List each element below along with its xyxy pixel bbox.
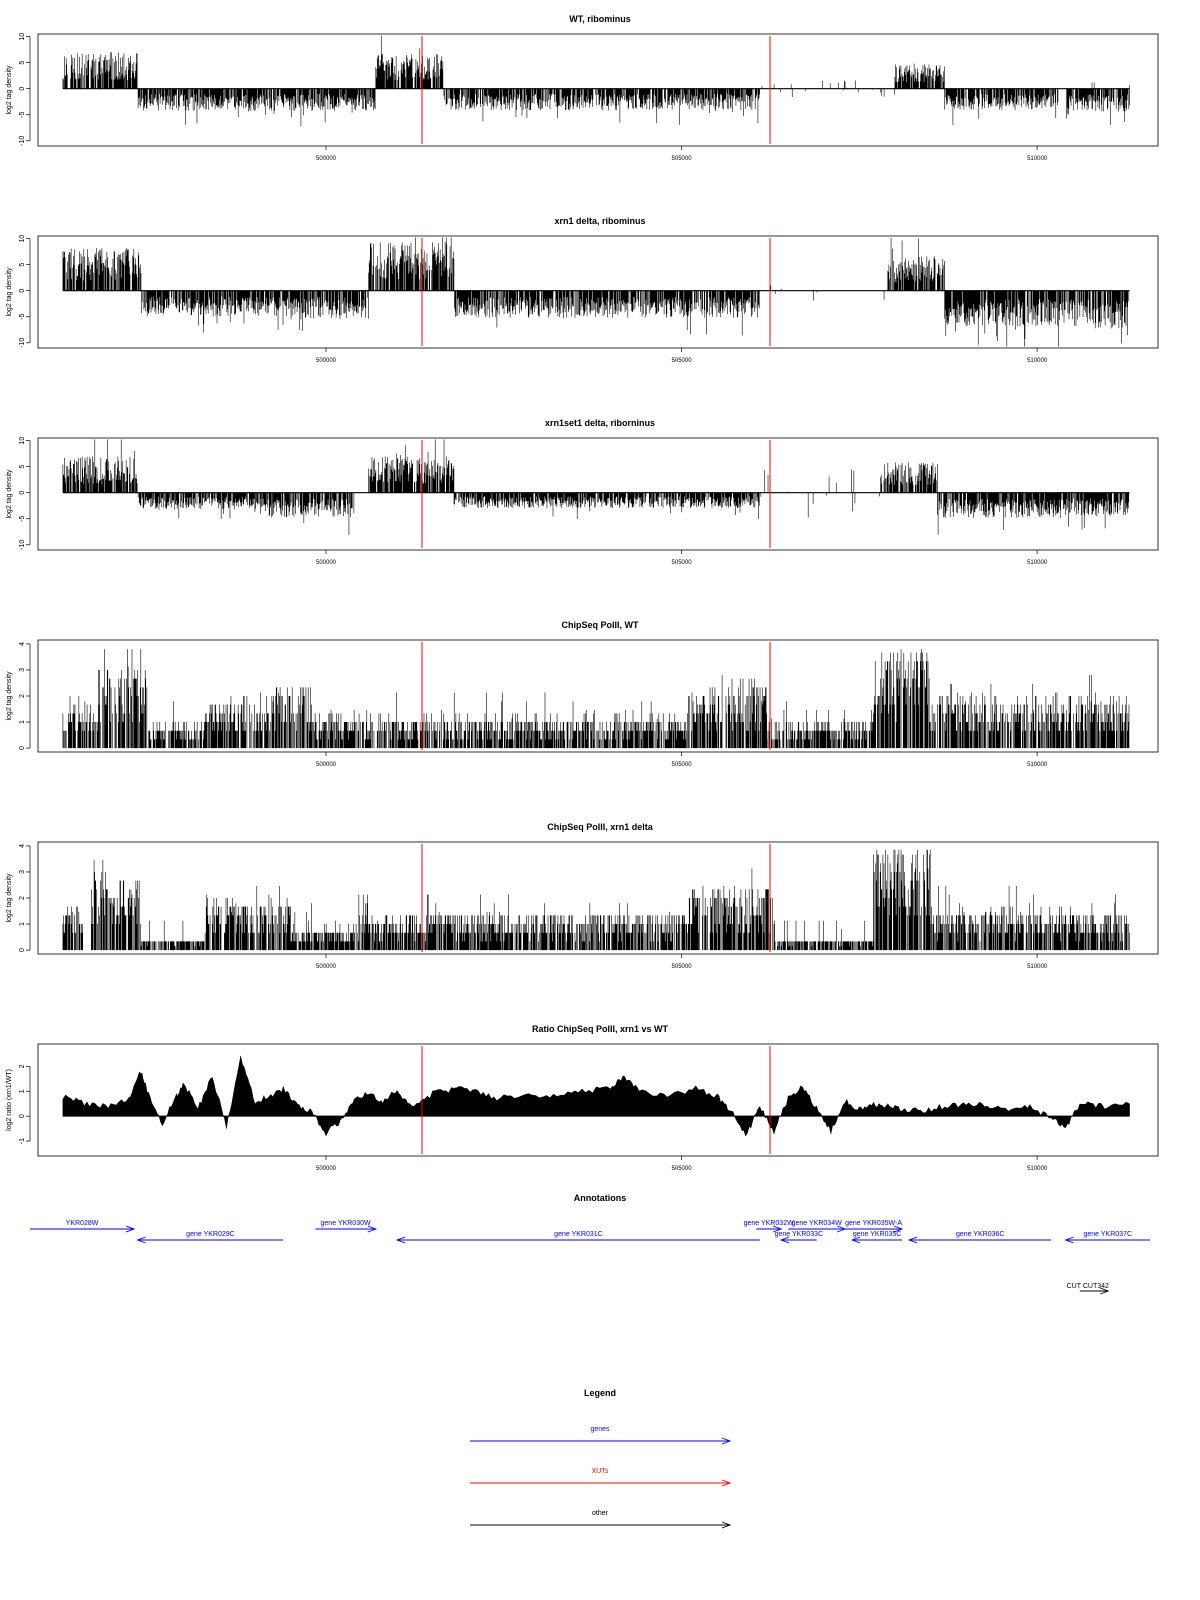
series xyxy=(63,238,1130,347)
series xyxy=(63,850,1129,950)
legend-label: genes xyxy=(590,1426,610,1433)
y-tick-label: 10 xyxy=(18,436,26,445)
legend xyxy=(470,1388,730,1528)
panel-4 xyxy=(6,620,1158,768)
y-axis xyxy=(6,844,30,952)
y-tick-label: -10 xyxy=(18,135,26,146)
x-tick-label: 510000 xyxy=(1027,762,1048,768)
panel-1 xyxy=(6,14,1158,162)
signal-bars xyxy=(63,36,1130,126)
y-axis xyxy=(6,437,30,550)
x-axis xyxy=(316,954,1048,970)
feature-label: gene YKR031C xyxy=(554,1231,603,1238)
ratio-area xyxy=(63,1056,1130,1136)
annotations-panel xyxy=(30,1193,1150,1294)
y-tick-label: 10 xyxy=(18,32,26,41)
signal-bars xyxy=(63,649,1129,748)
y-tick-label: 0 xyxy=(18,490,26,495)
y-tick-label: 3 xyxy=(18,668,26,672)
y-tick-label: -10 xyxy=(18,539,26,550)
y-tick-label: 5 xyxy=(18,60,26,65)
y-axis-label: log2 tag density xyxy=(5,267,13,317)
y-axis-label: log2 tag density xyxy=(5,671,13,721)
signal-bars xyxy=(63,238,1129,347)
y-tick-label: 1 xyxy=(18,922,26,926)
y-tick-label: 3 xyxy=(18,870,26,874)
x-axis xyxy=(316,550,1048,566)
y-tick-label: 5 xyxy=(18,464,26,469)
feature xyxy=(315,1220,375,1232)
x-axis xyxy=(316,1156,1048,1172)
panel-2 xyxy=(6,216,1158,364)
x-tick-label: 500000 xyxy=(315,560,337,566)
y-tick-label: 0 xyxy=(18,86,26,91)
y-axis-label: log2 ratio (xrn1/WT) xyxy=(5,1069,13,1131)
x-tick-label: 510000 xyxy=(1027,1166,1048,1172)
y-axis xyxy=(6,1064,30,1144)
x-tick-label: 510000 xyxy=(1027,156,1048,162)
x-tick-label: 500000 xyxy=(315,1166,337,1172)
feature xyxy=(852,1231,902,1243)
x-axis xyxy=(316,348,1048,364)
y-tick-label: -5 xyxy=(18,515,26,522)
panel-6 xyxy=(6,1024,1158,1172)
y-axis xyxy=(6,235,30,348)
feature-label: gene YKR030W xyxy=(320,1220,371,1227)
panel-title: ChipSeq PolII, WT xyxy=(561,620,639,630)
y-tick-label: 0 xyxy=(18,288,26,293)
y-tick-label: -1 xyxy=(18,1137,26,1145)
feature xyxy=(909,1231,1051,1243)
signal-bars xyxy=(63,440,1129,536)
y-tick-label: 2 xyxy=(18,1064,26,1069)
x-axis xyxy=(316,146,1048,162)
y-axis-label: log2 tag density xyxy=(5,65,13,115)
y-tick-label: -5 xyxy=(18,313,26,320)
y-tick-label: 5 xyxy=(18,262,26,267)
legend-title: Legend xyxy=(583,1388,617,1398)
feature-label: CUT CUT342 xyxy=(1066,1283,1109,1290)
y-axis-label: log2 tag density xyxy=(5,873,13,923)
feature-label: gene YKR029C xyxy=(186,1231,235,1238)
legend-entry xyxy=(470,1426,730,1444)
series xyxy=(63,36,1130,126)
feature-label: gene YKR033C xyxy=(774,1231,824,1238)
feature xyxy=(1067,1283,1109,1294)
series xyxy=(63,1056,1130,1136)
x-tick-label: 505000 xyxy=(671,1166,692,1172)
y-axis-label: log2 tag density xyxy=(5,469,13,519)
x-tick-label: 500000 xyxy=(315,358,337,364)
x-tick-label: 510000 xyxy=(1027,964,1048,970)
series xyxy=(63,440,1130,536)
x-axis xyxy=(316,752,1048,768)
x-tick-label: 505000 xyxy=(671,156,692,162)
x-tick-label: 505000 xyxy=(671,762,692,768)
y-tick-label: -10 xyxy=(18,337,26,348)
y-axis xyxy=(6,642,30,750)
legend-label: XUTs xyxy=(591,1468,609,1475)
y-tick-label: 0 xyxy=(18,746,26,751)
x-tick-label: 500000 xyxy=(315,156,337,162)
panel-title: xrn1 delta, ribominus xyxy=(554,216,646,226)
feature xyxy=(397,1231,760,1243)
y-axis xyxy=(6,33,30,146)
y-tick-label: 2 xyxy=(18,694,26,698)
annotations-title: Annotations xyxy=(573,1193,627,1203)
series xyxy=(63,649,1129,748)
feature-label: gene YKR034W xyxy=(791,1220,842,1227)
feature xyxy=(775,1231,824,1243)
feature xyxy=(30,1220,134,1232)
panel-5 xyxy=(6,822,1158,970)
y-tick-label: 10 xyxy=(18,234,26,243)
y-tick-label: 0 xyxy=(18,948,26,953)
signal-bars xyxy=(63,850,1129,950)
y-tick-label: 1 xyxy=(18,1089,26,1094)
x-tick-label: 505000 xyxy=(671,358,692,364)
feature xyxy=(138,1231,284,1243)
panel-title: Ratio ChipSeq PolII, xrn1 vs WT xyxy=(531,1024,669,1034)
feature-label: YKR028W xyxy=(65,1220,99,1227)
legend-entry xyxy=(470,1510,730,1528)
y-tick-label: 4 xyxy=(18,641,26,646)
feature-label: gene YKR037C xyxy=(1083,1231,1133,1238)
y-tick-label: 1 xyxy=(18,720,26,724)
y-tick-label: 4 xyxy=(18,843,26,848)
x-tick-label: 510000 xyxy=(1027,358,1048,364)
legend-entry xyxy=(470,1468,730,1486)
x-tick-label: 510000 xyxy=(1027,560,1048,566)
feature-label: gene YKR032W xyxy=(743,1220,794,1227)
legend-label: other xyxy=(592,1510,608,1517)
y-tick-label: 2 xyxy=(18,896,26,900)
y-tick-label: -5 xyxy=(18,111,26,118)
feature xyxy=(1066,1231,1150,1243)
panel-3 xyxy=(6,418,1158,566)
y-tick-label: 0 xyxy=(18,1114,26,1119)
panel-title: xrn1set1 delta, riborninus xyxy=(544,418,656,428)
x-tick-label: 500000 xyxy=(315,964,337,970)
feature-label: gene YKR035C xyxy=(852,1231,902,1238)
feature-label: gene YKR036C xyxy=(955,1231,1005,1238)
x-tick-label: 500000 xyxy=(315,762,337,768)
panel-title: WT, ribominus xyxy=(569,14,631,24)
panel-title: ChipSeq PolII, xrn1 delta xyxy=(547,822,653,832)
x-tick-label: 505000 xyxy=(671,964,692,970)
feature-label: gene YKR035W-A xyxy=(845,1220,903,1227)
x-tick-label: 505000 xyxy=(671,560,692,566)
